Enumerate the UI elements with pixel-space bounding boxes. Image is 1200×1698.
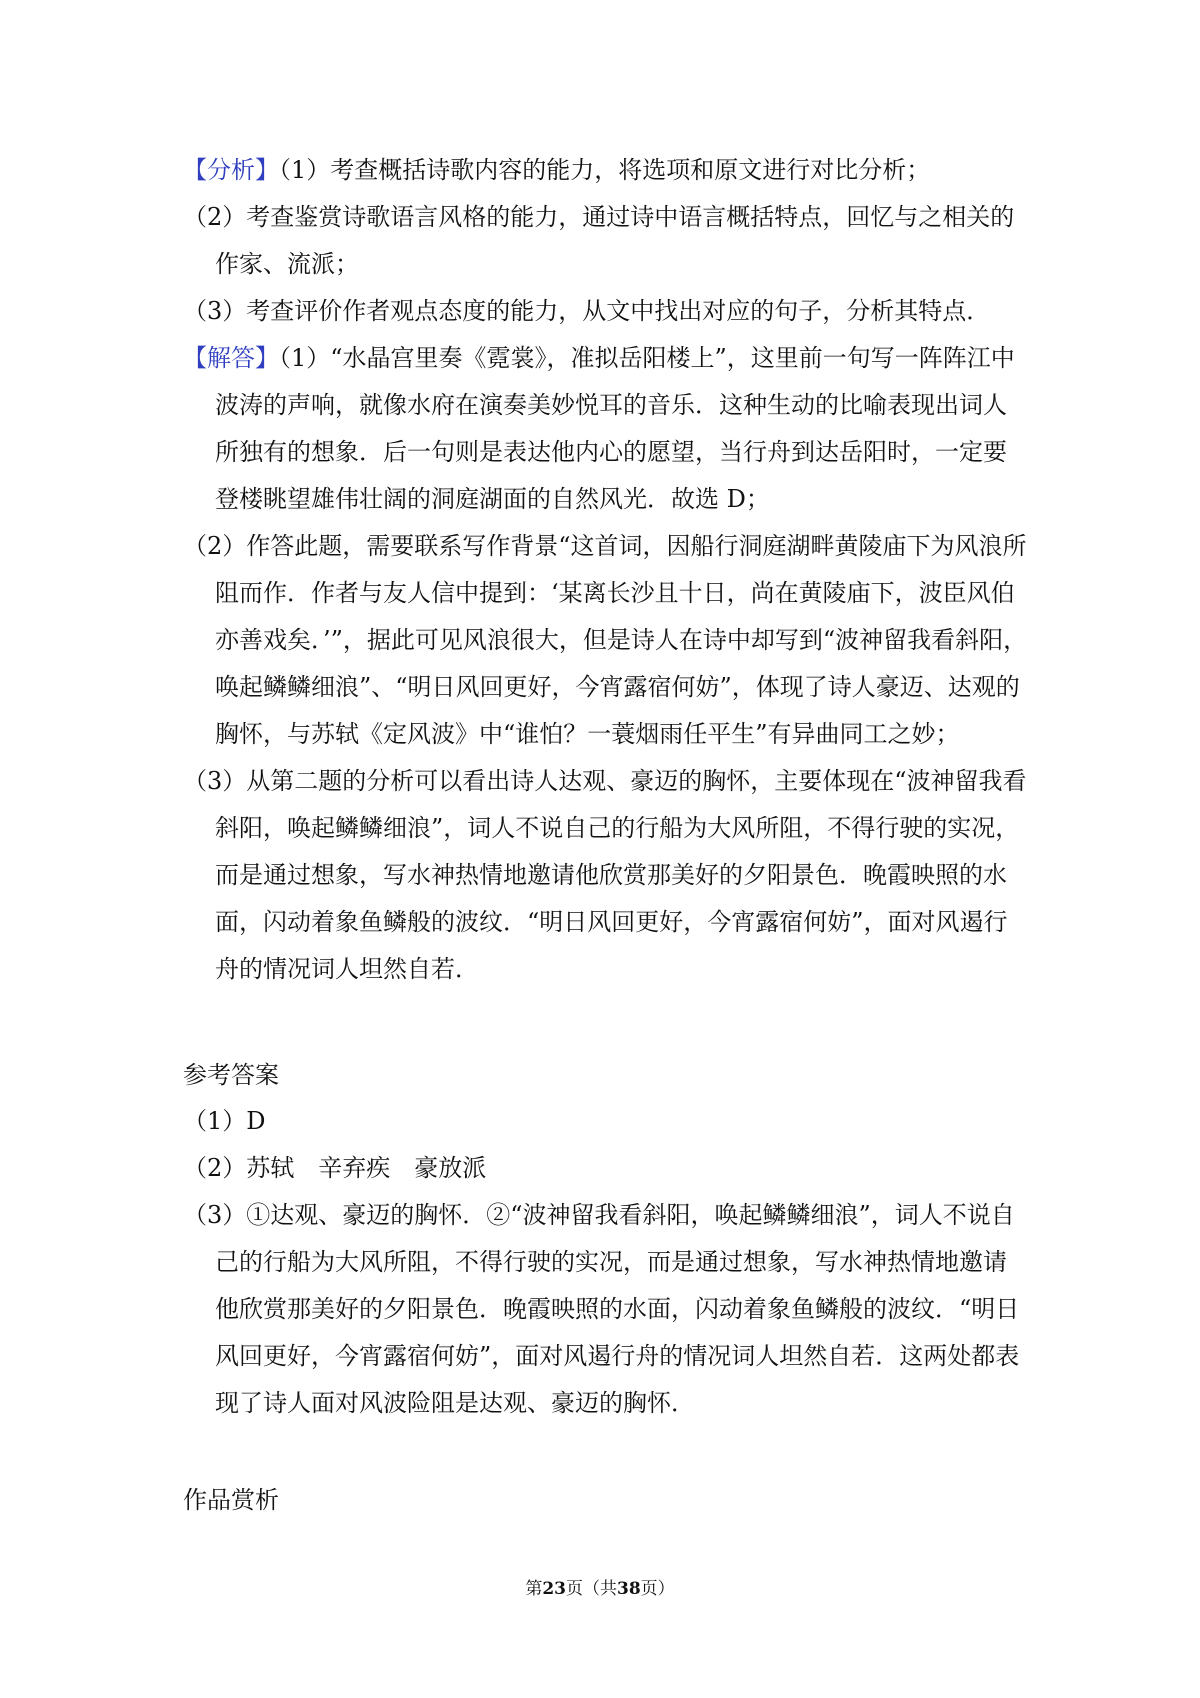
analysis-tag: 【分析】 [183, 156, 279, 184]
answer-line: 胸怀，与苏轼《定风波》中“谁怕？一蓑烟雨任平生”有异曲同工之妙； [215, 720, 960, 748]
analysis-text: （1）考查概括诗歌内容的能力，将选项和原文进行对比分析； [279, 156, 931, 184]
answer-line: （2）作答此题，需要联系写作背景“这首词，因船行洞庭湖畔黄陵庙下为风浪所 [183, 532, 1027, 560]
reference-line: （3）①达观、豪迈的胸怀．②“波神留我看斜阳，唤起鳞鳞细浪”，词人不说自 [183, 1201, 1015, 1229]
answer-tag: 【解答】 [183, 344, 279, 372]
answer-section [183, 335, 1033, 993]
reference-line: （2）苏轼 辛弃疾 豪放派 [183, 1154, 487, 1182]
analysis-line: （2）考查鉴赏诗歌语言风格的能力，通过诗中语言概括特点，回忆与之相关的 [183, 203, 1015, 231]
reference-line: 他欣赏那美好的夕阳景色．晚霞映照的水面，闪动着象鱼鳞般的波纹．“明日 [215, 1295, 1020, 1323]
reference-line: （1）D [183, 1107, 266, 1135]
answer-line: 而是通过想象，写水神热情地邀请他欣赏那美好的夕阳景色．晚霞映照的水 [215, 861, 1007, 889]
answer-line: 斜阳，唤起鳞鳞细浪”，词人不说自己的行船为大风所阻，不得行驶的实况， [215, 814, 1020, 842]
reference-line: 己的行船为大风所阻，不得行驶的实况，而是通过想象，写水神热情地邀请 [215, 1248, 1007, 1276]
answer-line: 唤起鳞鳞细浪”、“明日风回更好，今宵露宿何妨”，体现了诗人豪迈、达观的 [215, 673, 1020, 701]
reference-line: 现了诗人面对风波险阻是达观、豪迈的胸怀． [215, 1389, 695, 1417]
answer-line [183, 335, 1033, 382]
analysis-line [183, 147, 1033, 194]
reference-title: 参考答案 [183, 1061, 279, 1089]
answer-line: 阻而作．作者与友人信中提到：‘某离长沙且十日，尚在黄陵庙下，波臣风伯 [215, 579, 1015, 607]
analysis-line: （3）考查评价作者观点态度的能力，从文中找出对应的句子，分析其特点． [183, 297, 991, 325]
answer-line: 舟的情况词人坦然自若． [215, 955, 479, 983]
analysis-section [183, 147, 1033, 335]
footer-prefix: 第 [525, 1579, 543, 1599]
appreciation-title: 作品赏析 [183, 1486, 279, 1514]
footer-page-number: 23 [542, 1579, 566, 1599]
footer-total-pages: 38 [617, 1579, 641, 1599]
answer-text: （1）“水晶宫里奏《霓裳》，准拟岳阳楼上”，这里前一句写一阵阵江中 [279, 344, 1015, 372]
footer-suffix: 页） [640, 1579, 675, 1599]
answer-line: 波涛的声响，就像水府在演奏美妙悦耳的音乐．这种生动的比喻表现出词人 [215, 391, 1007, 419]
reference-line: 风回更好，今宵露宿何妨”，面对风遏行舟的情况词人坦然自若．这两处都表 [215, 1342, 1020, 1370]
answer-line: 面，闪动着象鱼鳞般的波纹．“明日风回更好，今宵露宿何妨”，面对风遏行 [215, 908, 1008, 936]
footer-middle: 页（共 [566, 1579, 617, 1599]
reference-section [183, 1098, 1033, 1427]
analysis-line: 作家、流派； [215, 250, 359, 278]
answer-line: （3）从第二题的分析可以看出诗人达观、豪迈的胸怀，主要体现在“波神留我看 [183, 767, 1027, 795]
answer-line: 登楼眺望雄伟壮阔的洞庭湖面的自然风光．故选 D； [215, 485, 770, 513]
page-footer [0, 1577, 1200, 1601]
answer-line: 亦善戏矣．’”，据此可见风浪很大，但是诗人在诗中却写到“波神留我看斜阳， [215, 626, 1028, 654]
answer-line: 所独有的想象．后一句则是表达他内心的愿望，当行舟到达岳阳时，一定要 [215, 438, 1007, 466]
